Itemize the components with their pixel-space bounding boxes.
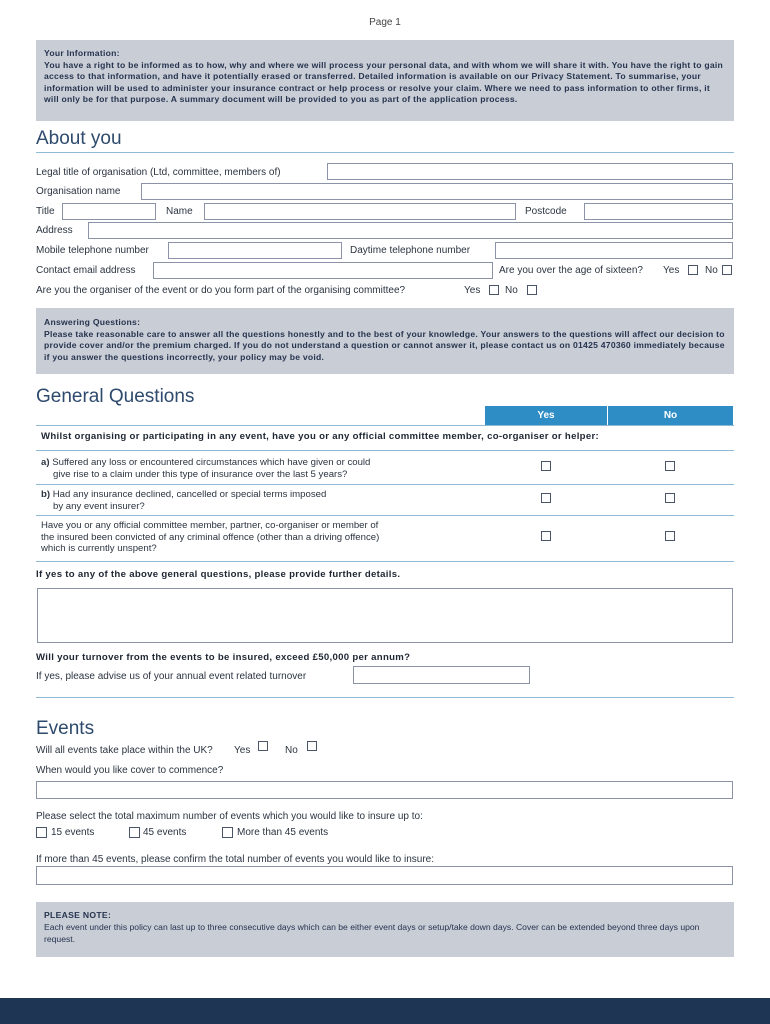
uk-question: Will all events take place within the UK?	[36, 745, 213, 756]
question-a-line2: give rise to a claim under this type of insurance over the last 5 years?	[53, 468, 348, 480]
answering-notice	[36, 308, 734, 374]
question-a-no-checkbox[interactable]	[665, 461, 675, 471]
answering-heading: Answering Questions:	[44, 317, 141, 327]
age-yes-checkbox[interactable]	[688, 265, 698, 275]
uk-no-label: No	[285, 745, 298, 756]
page-number: Page 1	[369, 17, 401, 28]
legal-title-field[interactable]	[327, 163, 733, 180]
question-a-yes-checkbox[interactable]	[541, 461, 551, 471]
question-a-prefix: a)	[41, 457, 50, 468]
answering-body: Please take reasonable care to answer all the questions honestly and to the best of your knowledge. Your answers to the questions will affect our decision to provide cover and/or the premium charged. If you do not understand a question or cannot answer it, please contact us on 01425 470360 immediately because if you answer the questions incorrectly, your policy may be void.	[44, 328, 725, 362]
question-c-line2: the insured been convicted of any criminal offence (other than a driving offence)	[41, 531, 380, 543]
yes-column-header: Yes	[485, 406, 607, 425]
general-intro: Whilst organising or participating in any event, have you or any official committee member, co-organiser or helper:	[41, 431, 600, 442]
postcode-label: Postcode	[525, 206, 567, 217]
turnover-field[interactable]	[353, 666, 530, 684]
question-c-line1: Have you or any official committee member, partner, co-organiser or member of	[41, 520, 379, 531]
question-a	[41, 457, 370, 480]
commence-question: When would you like cover to commence?	[36, 765, 224, 776]
privacy-body: You have a right to be informed as to how, why and where we will process your personal data, and with whom we will share it with. You have the right to gain access to that information, and have it potentially erased or transferred. Detailed information is available on our Privacy Statement. To summarise, your information will be used to administer your insurance contract or help process or resolve your claim. Where we need to pass information to other firms, it will only be for that purpose. A summary document will be provided to you as part of the application process.	[44, 59, 724, 105]
org-name-label: Organisation name	[36, 186, 121, 197]
uk-yes-label: Yes	[234, 745, 251, 756]
question-c-line3: which is currently unspent?	[41, 543, 157, 554]
postcode-field[interactable]	[584, 203, 733, 220]
title-field[interactable]	[62, 203, 156, 220]
row-rule-4	[36, 561, 734, 562]
question-c-no-checkbox[interactable]	[665, 531, 675, 541]
question-a-line1: Suffered any loss or encountered circumstances which have given or could	[52, 457, 371, 468]
note-heading: PLEASE NOTE:	[44, 910, 112, 920]
events-more-checkbox[interactable]	[222, 827, 233, 838]
about-title: About you	[36, 128, 122, 149]
confirm-prompt: If more than 45 events, please confirm the total number of events you would like to insure:	[36, 854, 434, 865]
age-no-checkbox[interactable]	[722, 265, 732, 275]
question-b-prefix: b)	[41, 489, 51, 500]
age-yes-label: Yes	[663, 265, 680, 276]
daytime-field[interactable]	[495, 242, 733, 259]
turnover-prompt: If yes, please advise us of your annual event related turnover	[36, 671, 307, 682]
note-body: Each event under this policy can last up to three consecutive days which can be either event days or setup/take down days. Cover can be extended beyond three days upon request.	[44, 922, 700, 944]
table-top-rule	[36, 425, 734, 426]
events-45-label: 45 events	[143, 827, 187, 838]
age-no-label: No	[705, 265, 718, 276]
turnover-question: Will your turnover from the events to be insured, exceed £50,000 per annum?	[36, 652, 411, 663]
question-b-no-checkbox[interactable]	[665, 493, 675, 503]
organiser-yes-label: Yes	[464, 285, 481, 296]
address-field[interactable]	[88, 222, 733, 239]
about-rule	[36, 152, 734, 153]
events-45-checkbox[interactable]	[129, 827, 140, 838]
organiser-no-checkbox[interactable]	[527, 285, 537, 295]
commence-field[interactable]	[36, 781, 733, 799]
email-field[interactable]	[153, 262, 493, 279]
row-rule-1	[36, 450, 734, 451]
no-column-header: No	[608, 406, 733, 425]
email-label: Contact email address	[36, 265, 136, 276]
events-15-label: 15 events	[51, 827, 95, 838]
row-rule-2	[36, 484, 734, 485]
privacy-heading: Your Information:	[44, 48, 120, 58]
question-c	[41, 520, 379, 555]
legal-title-label: Legal title of organisation (Ltd, committee, members of)	[36, 167, 281, 178]
privacy-notice	[36, 40, 734, 121]
age-question: Are you over the age of sixteen?	[499, 265, 643, 276]
row-rule-3	[36, 515, 734, 516]
address-label: Address	[36, 225, 73, 236]
organiser-question: Are you the organiser of the event or do you form part of the organising committee?	[36, 285, 406, 296]
org-name-field[interactable]	[141, 183, 733, 200]
details-prompt: If yes to any of the above general questions, please provide further details.	[36, 569, 401, 580]
events-title: Events	[36, 718, 95, 739]
mobile-field[interactable]	[168, 242, 342, 259]
general-title: General Questions	[36, 386, 195, 407]
details-textarea[interactable]	[37, 588, 733, 643]
question-b-yes-checkbox[interactable]	[541, 493, 551, 503]
question-b-line1: Had any insurance declined, cancelled or special terms imposed	[52, 489, 327, 500]
name-field[interactable]	[204, 203, 516, 220]
confirm-events-field[interactable]	[36, 866, 733, 885]
question-b-line2: by any event insurer?	[53, 500, 145, 512]
question-b	[41, 489, 326, 512]
uk-yes-checkbox[interactable]	[258, 741, 268, 751]
organiser-yes-checkbox[interactable]	[489, 285, 499, 295]
events-15-checkbox[interactable]	[36, 827, 47, 838]
uk-no-checkbox[interactable]	[307, 741, 317, 751]
title-label: Title	[36, 206, 55, 217]
mobile-label: Mobile telephone number	[36, 245, 149, 256]
general-bottom-rule	[36, 697, 734, 698]
footer-band	[0, 998, 770, 1024]
question-c-yes-checkbox[interactable]	[541, 531, 551, 541]
organiser-no-label: No	[505, 285, 518, 296]
please-note-box	[36, 902, 734, 957]
daytime-label: Daytime telephone number	[350, 245, 471, 256]
name-label: Name	[166, 206, 193, 217]
events-more-label: More than 45 events	[237, 827, 329, 838]
max-events-question: Please select the total maximum number of events which you would like to insure up to:	[36, 811, 423, 822]
